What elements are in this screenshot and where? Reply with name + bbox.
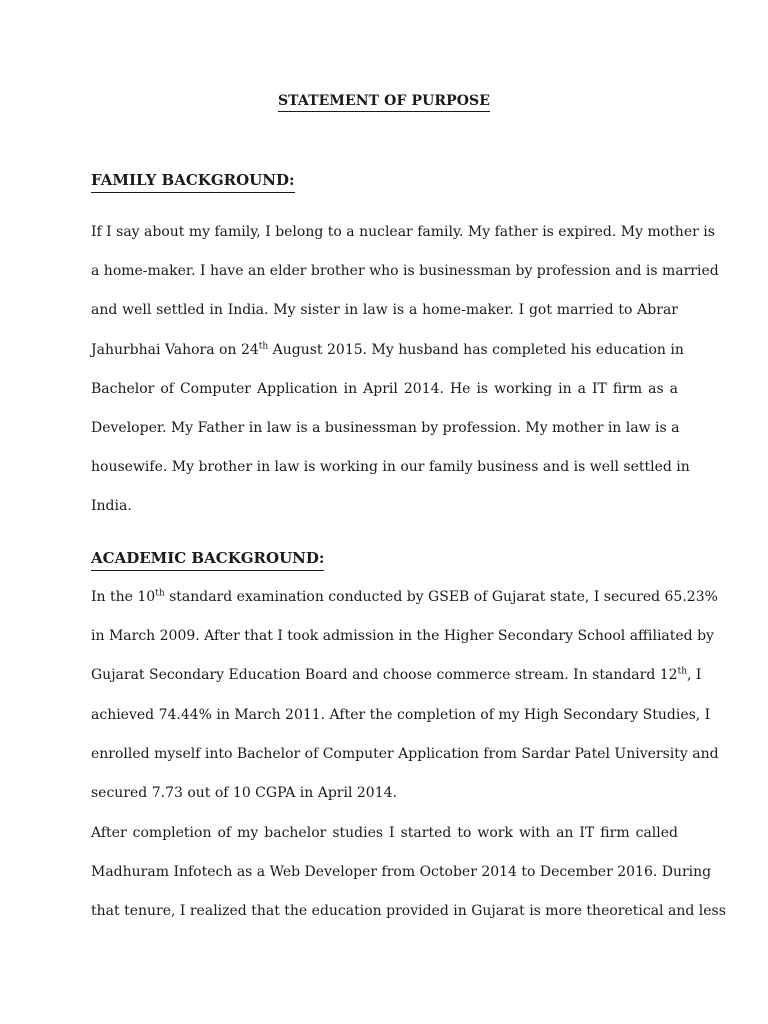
academic-background-heading xyxy=(91,549,324,567)
superscript: th xyxy=(677,666,687,677)
line-segment: Gujarat Secondary Education Board and choose commerce stream. In standard 12 xyxy=(91,667,678,684)
line-segment: , I xyxy=(687,667,702,684)
paragraph-line: housewife. My brother in law is working in our family business and is well settled in xyxy=(91,459,690,476)
paragraph-line: secured 7.73 out of 10 CGPA in April 2014. xyxy=(91,784,397,801)
line-segment: August 2015. My husband has completed his education in xyxy=(268,341,684,358)
title-text: STATEMENT OF PURPOSE xyxy=(278,93,490,112)
paragraph-line: enrolled myself into Bachelor of Computer Application from Sardar Patel University and xyxy=(91,745,719,762)
paragraph-line: Developer. My Father in law is a businessman by profession. My mother in law is a xyxy=(91,419,680,436)
superscript: th xyxy=(155,588,165,599)
paragraph-line: achieved 74.44% in March 2011. After the completion of my High Secondary Studies, I xyxy=(91,706,711,723)
work-experience-paragraph xyxy=(91,814,726,932)
academic-background-paragraph xyxy=(91,578,719,813)
paragraph-line: If I say about my family, I belong to a nuclear family. My father is expired. My mother is xyxy=(91,224,715,240)
family-heading-text: FAMILY BACKGROUND: xyxy=(91,171,295,193)
line-segment: In the 10 xyxy=(91,589,156,605)
paragraph-line: and well settled in India. My sister in law is a home-maker. I got married to Abrar xyxy=(91,302,678,319)
line-segment: standard examination conducted by GSEB of Gujarat state, I secured 65.23% xyxy=(164,589,718,605)
paragraph-line: in March 2009. After that I took admission in the Higher Secondary School affiliated by xyxy=(91,628,714,645)
academic-heading-text: ACADEMIC BACKGROUND: xyxy=(91,549,324,571)
paragraph-line: Bachelor of Computer Application in April 2014. He is working in a IT firm as a xyxy=(91,380,678,397)
paragraph-line: Madhuram Infotech as a Web Developer from October 2014 to December 2016. During xyxy=(91,864,712,881)
family-background-heading xyxy=(91,171,295,189)
family-background-paragraph xyxy=(91,213,719,527)
superscript: th xyxy=(258,340,269,351)
line-segment: Jahurbhai Vahora on 24 xyxy=(91,341,259,358)
paragraph-line xyxy=(91,578,718,617)
paragraph-line: that tenure, I realized that the education provided in Gujarat is more theoretical and less xyxy=(91,903,726,920)
page-title xyxy=(0,93,768,109)
paragraph-line: After completion of my bachelor studies I started to work with an IT firm called xyxy=(91,825,678,841)
paragraph-line xyxy=(91,331,684,370)
paragraph-line xyxy=(91,656,702,695)
paragraph-line: a home-maker. I have an elder brother who is businessman by profession and is married xyxy=(91,263,719,280)
paragraph-line: India. xyxy=(91,498,132,515)
